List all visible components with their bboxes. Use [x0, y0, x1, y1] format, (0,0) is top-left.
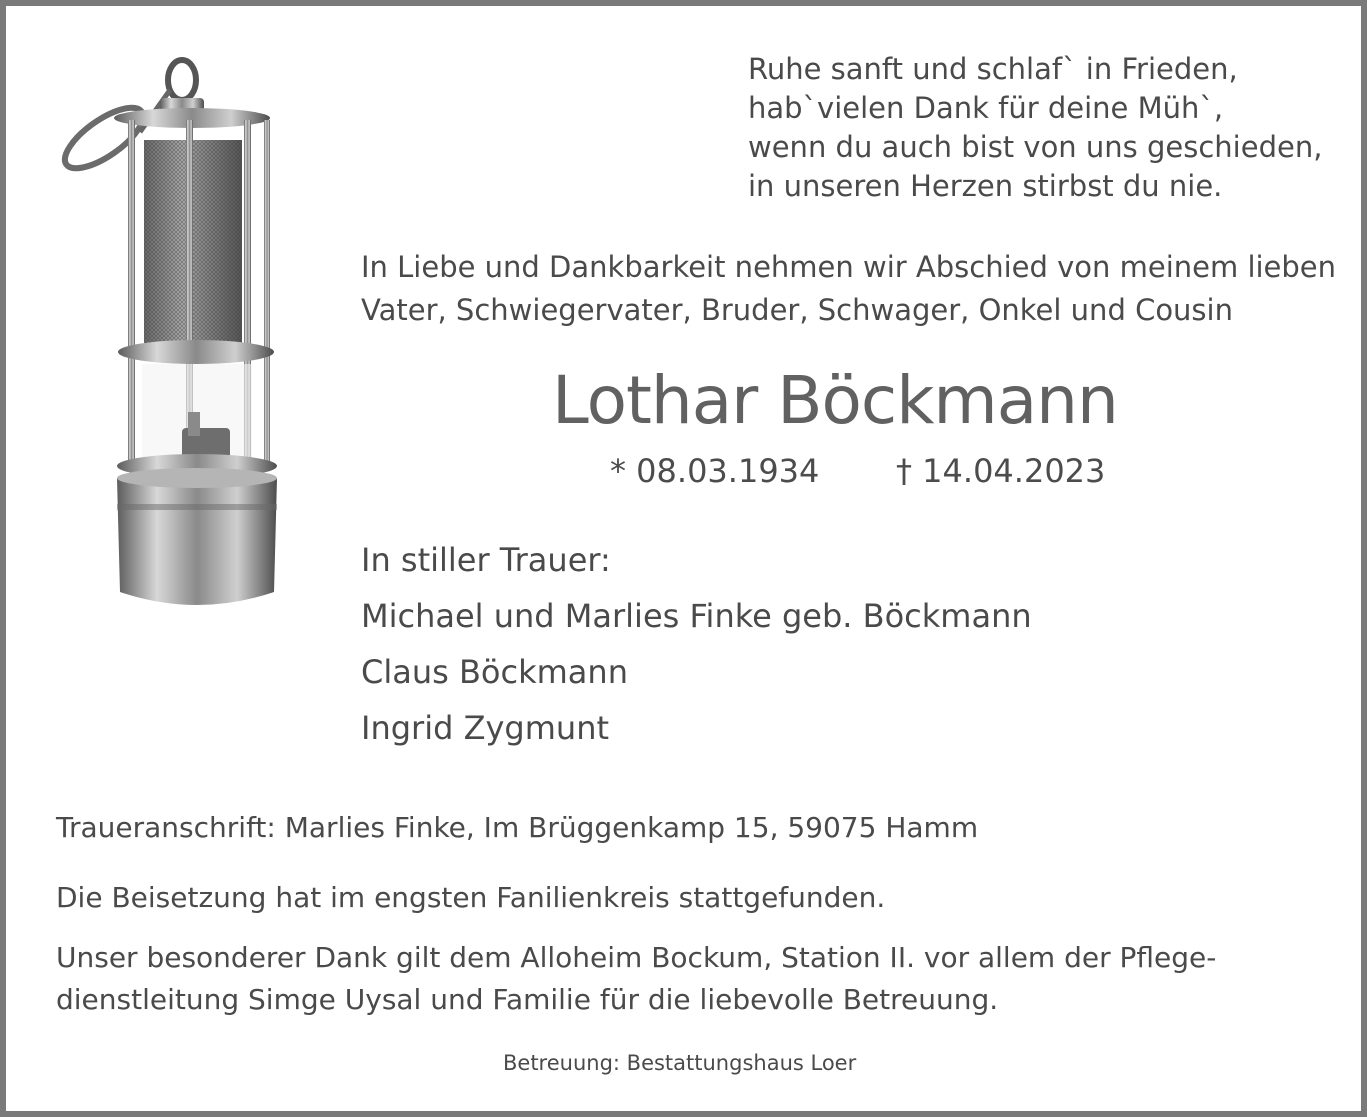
poem-line: hab`vielen Dank für deine Müh`, — [748, 91, 1224, 125]
birth-date: * 08.03.1934 — [610, 452, 820, 490]
intro-line: In Liebe und Dankbarkeit nehmen wir Abschied von meinem lieben — [361, 250, 1337, 284]
poem-line: Ruhe sanft und schlaf` in Frieden, — [748, 52, 1238, 86]
funeral-home: Betreuung: Bestattungshaus Loer — [503, 1051, 857, 1075]
mourning-address: Traueranschrift: Marlies Finke, Im Brüggenkamp 15, 59075 Hamm — [56, 811, 979, 844]
poem — [748, 50, 1322, 206]
death-date: † 14.04.2023 — [896, 452, 1106, 490]
intro-line: Vater, Schwiegervater, Bruder, Schwager, Onkel und Cousin — [361, 293, 1233, 327]
mourners-heading: In stiller Trauer: — [361, 541, 611, 579]
poem-line: in unseren Herzen stirbst du nie. — [748, 169, 1223, 203]
burial-note: Die Beisetzung hat im engsten Fanilienkreis stattgefunden. — [56, 881, 886, 914]
poem-line: wenn du auch bist von uns geschieden, — [748, 130, 1323, 164]
mourner-name: Claus Böckmann — [361, 653, 628, 691]
mourner-name: Michael und Marlies Finke geb. Böckmann — [361, 597, 1032, 635]
intro-text — [361, 246, 1336, 332]
thanks-note — [56, 937, 1216, 1021]
thanks-line: Unser besonderer Dank gilt dem Alloheim Bockum, Station II. vor allem der Pflege- — [56, 941, 1217, 974]
thanks-line: dienstleitung Simge Uysal und Familie für die liebevolle Betreuung. — [56, 983, 999, 1016]
mourners-list — [361, 532, 1032, 756]
mourner-name: Ingrid Zygmunt — [361, 709, 610, 747]
deceased-name: Lothar Böckmann — [552, 362, 1118, 439]
miners-lamp-icon — [52, 52, 282, 618]
